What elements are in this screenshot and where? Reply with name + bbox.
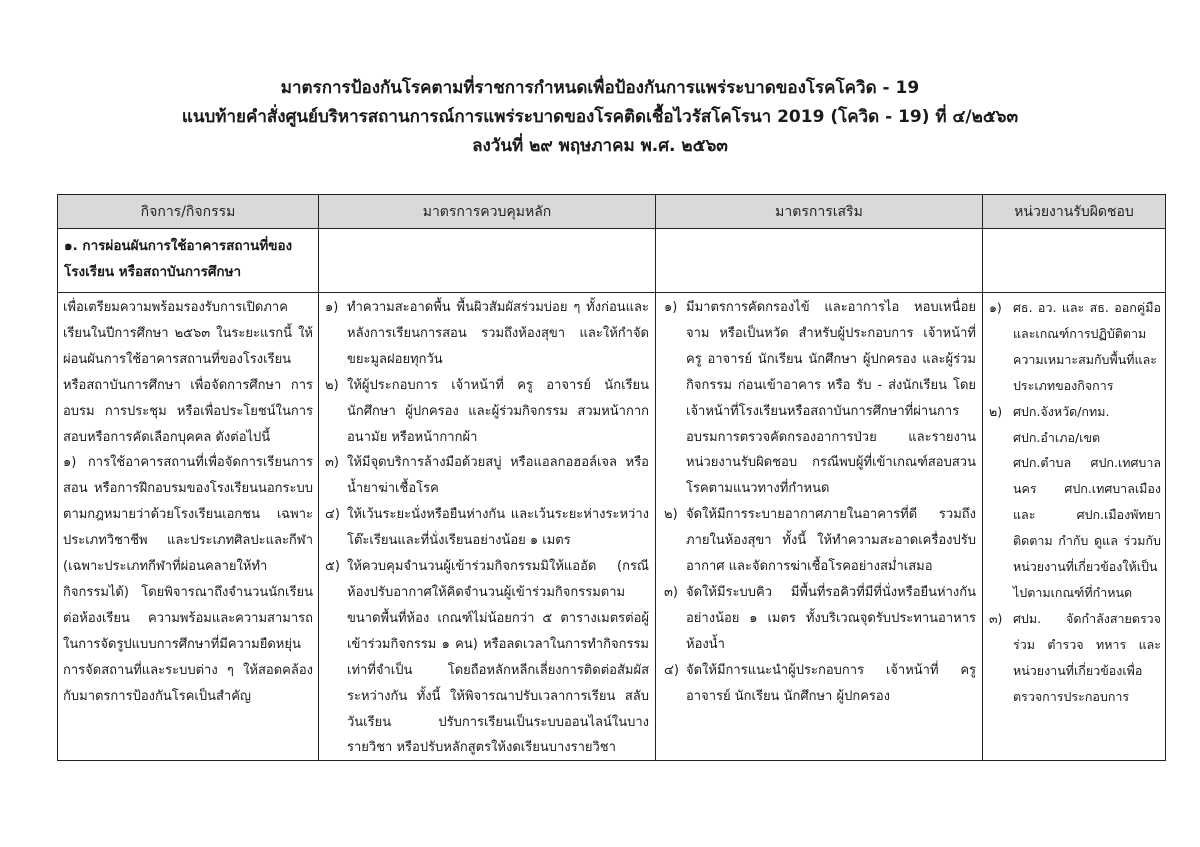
title-line-3: ลงวันที่ ๒๙ พฤษภาคม พ.ศ. ๒๕๖๓ [472,136,728,156]
table-header-row [58,195,1166,229]
item-number: ๓) [664,584,678,600]
item-number: ๔) [325,507,340,523]
column-header-main-measures: มาตรการควบคุมหลัก [319,195,656,229]
activity-intro: เพื่อเตรียมความพร้อมรองรับการเปิดภาคเรียนในปีการศึกษา ๒๕๖๓ ในระยะแรกนี้ ให้ผ่อนผันการใช้อาคารสถานที่ของโรงเรียนหรือสถาบันการศึกษา เพื่อจัดการศึกษา การอบรม การประชุม หรือเพื่อประโยชน์ในการสอบหรือการคัดเลือกบุคคล ดังต่อไปนี้ [63,300,313,445]
main-measures-cell [319,293,656,761]
item-number: ๓) [989,610,1003,626]
section-heading-row [58,229,1166,293]
additional-measures-cell [656,293,983,761]
list-item [325,502,649,554]
item-number: ๒) [325,377,339,393]
activity-cell [58,293,319,761]
title-line-2: แนบท้ายคำสั่งศูนย์บริหารสถานการณ์การแพร่ระบาดของโรคติดเชื้อไวรัสโคโรนา 2019 (โควิด - 19) ที่ ๔/๒๕๖๓ [181,107,1019,127]
item-text: จัดให้มีระบบคิว มีพื้นที่รอคิวที่มีที่นั่งหรือยืนห่างกัน อย่างน้อย ๑ เมตร ทั้งบริเวณจุดรับประทานอาหาร ห้องน้ำ [686,584,976,652]
list-item [325,373,649,451]
item-number: ๒) [989,403,1003,419]
column-header-additional-measures: มาตรการเสริม [656,195,983,229]
section-heading-cell [58,229,319,293]
item-number: ๓) [325,455,339,471]
item-text: ศปม. จัดกำลังสายตรวจร่วม ตำรวจ ทหาร และหน่วยงานที่เกี่ยวข้องเพื่อตรวจการประกอบการ [1013,610,1161,704]
list-item [325,295,649,373]
item-number: ๕) [325,559,340,575]
responsible-units-cell [983,293,1166,761]
list-item [989,295,1161,399]
item-number: ๑) [664,300,678,315]
list-item [664,502,976,580]
item-text: จัดให้มีการแนะนำผู้ประกอบการ เจ้าหน้าที่ ครู อาจารย์ นักเรียน นักศึกษา ผู้ปกครอง [686,662,976,704]
list-item [325,554,649,759]
empty-cell [656,229,983,293]
section-heading: ๑. การผ่อนผันการใช้อาคารสถานที่ของโรงเรียน หรือสถาบันการศึกษา [64,238,293,280]
measures-table [57,194,1166,761]
list-item [664,580,976,658]
item-text: จัดให้มีการระบายอากาศภายในอาคารที่ดี รวมถึงภายในห้องสุขา ทั้งนี้ ให้ทำความสะอาดเครื่องปรับอากาศ และจัดการฆ่าเชื้อโรคอย่างสม่ำเสมอ [686,507,976,575]
list-item [989,606,1161,710]
list-item [664,658,976,710]
item-number: ๒) [664,507,678,523]
column-header-responsible-units: หน่วยงานรับผิดชอบ [983,195,1166,229]
column-header-activity: กิจการ/กิจกรรม [58,195,319,229]
item-text: มีมาตรการคัดกรองไข้ และอาการไอ หอบเหนื่อย จาม หรือเป็นหวัด สำหรับผู้ประกอบการ เจ้าหน้าที่ ครู อาจารย์ นักเรียน นักศึกษา ผู้ปกครอง และผู้ร่วมกิจกรรม ก่อนเข้าอาคาร หรือ รับ - ส่งนักเรียน โดยเจ้าหน้าที่โรงเรียนหรือสถาบันการศึกษาที่ผ่านการอบรมการตรวจคัดกรองอาการป่วย และรายงานหน่วยงานรับผิดชอบ กรณีพบผู้ที่เข้าเกณฑ์สอบสวนโรคตามแนวทางที่กำหนด [686,300,976,497]
list-item [664,295,976,502]
item-number: ๑) [989,300,1002,315]
empty-cell [319,229,656,293]
item-text: ทำความสะอาดพื้น พื้นผิวสัมผัสร่วมบ่อย ๆ ทั้งก่อนและหลังการเรียนการสอน รวมถึงห้องสุขา และให้กำจัดขยะมูลฝอยทุกวัน [347,300,649,367]
list-item [325,450,649,502]
title-line-1: มาตรการป้องกันโรคตามที่ราชการกำหนดเพื่อป้องกันการแพร่ระบาดของโรคโควิด - 19 [280,78,920,98]
item-number: ๔) [664,662,679,678]
item-text: ให้ผู้ประกอบการ เจ้าหน้าที่ ครู อาจารย์ นักเรียน นักศึกษา ผู้ปกครอง และผู้ร่วมกิจกรรม สวมหน้ากากอนามัย หรือหน้ากากผ้า [347,377,649,445]
item-text: ให้มีจุดบริการล้างมือด้วยสบู่ หรือแอลกอฮอล์เจล หรือน้ำยาฆ่าเชื้อโรค [347,455,649,497]
document-title [0,74,1200,161]
list-item [989,399,1161,606]
item-text: ศธ. อว. และ สธ. ออกคู่มือและเกณฑ์การปฏิบัติตามความเหมาะสมกับพื้นที่และประเภทของกิจการ [1013,300,1161,393]
empty-cell [983,229,1166,293]
activity-item-1: ๑) การใช้อาคารสถานที่เพื่อจัดการเรียนการสอน หรือการฝึกอบรมของโรงเรียนนอกระบบตามกฎหมายว่าด้วยโรงเรียนเอกชน เฉพาะประเภทวิชาชีพ และประเภทศิลปะและกีฬา (เฉพาะประเภทกีฬาที่ผ่อนคลายให้ทำกิจกรรมได้) โดยพิจารณาถึงจำนวนนักเรียนต่อห้องเรียน ความพร้อมและความสามารถในการจัดรูปแบบการศึกษาที่มีความยืดหยุ่น การจัดสถานที่และระบบต่าง ๆ ให้สอดคล้องกับมาตรการป้องกันโรคเป็นสำคัญ [63,455,313,704]
item-number: ๑) [325,300,339,315]
item-text: ศปก.จังหวัด/กทม. ศปก.อำเภอ/เขต ศปก.ตำบล ศปก.เทศบาลนคร ศปก.เทศบาลเมือง และ ศปก.เมืองพัทยา ติดตาม กำกับ ดูแล ร่วมกับหน่วยงานที่เกี่ยวข้องให้เป็นไปตามเกณฑ์ที่กำหนด [1013,403,1161,600]
table-row [58,293,1166,761]
item-text: ให้เว้นระยะนั่งหรือยืนห่างกัน และเว้นระยะห่างระหว่างโต๊ะเรียนและที่นั่งเรียนอย่างน้อย ๑ เมตร [347,507,649,549]
item-text: ให้ควบคุมจำนวนผู้เข้าร่วมกิจกรรมมิให้แออัด (กรณีห้องปรับอากาศให้คิดจำนวนผู้เข้าร่วมกิจกรรมตามขนาดพื้นที่ห้อง เกณฑ์ไม่น้อยกว่า ๕ ตารางเมตรต่อผู้เข้าร่วมกิจกรรม ๑ คน) หรือลดเวลาในการทำกิจกรรมเท่าที่จำเป็น โดยถือหลักหลีกเลี่ยงการติดต่อสัมผัสระหว่างกัน ทั้งนี้ ให้พิจารณาปรับเวลาการเรียน สลับวันเรียน ปรับการเรียนเป็นระบบออนไลน์ในบางรายวิชา หรือปรับหลักสูตรให้งดเรียนบางรายวิชา [347,559,649,756]
